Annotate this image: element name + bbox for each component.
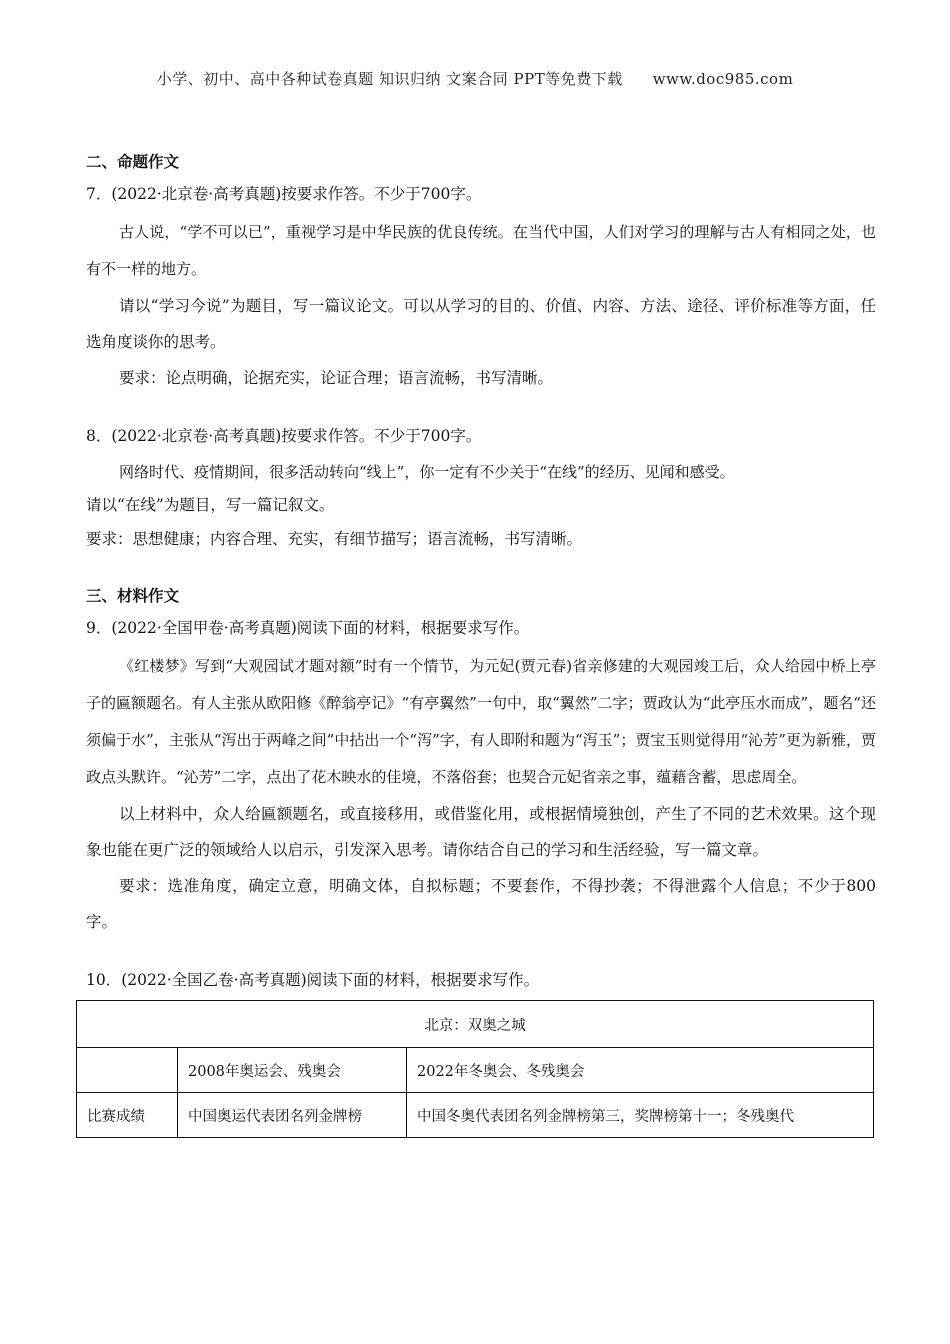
- question-paragraph: 网络时代、疫情期间，很多活动转向“线上”，你一定有不少关于“在线”的经历、见闻和感受。: [119, 463, 735, 481]
- question-requirements: 要求：思想健康；内容合理、充实，有细节描写；语言流畅，书写清晰。: [86, 530, 583, 548]
- table-caption: 北京：双奥之城: [77, 1001, 874, 1048]
- table-header-cell: [77, 1048, 178, 1093]
- table-header-cell: 2008年奥运会、残奥会: [178, 1048, 407, 1093]
- question-title: 8．(2022·北京卷·高考真题)按要求作答。不少于700字。: [86, 427, 482, 445]
- olympics-table: [76, 1000, 874, 1138]
- question-title: 9．(2022·全国甲卷·高考真题)阅读下面的材料，根据要求写作。: [86, 619, 530, 637]
- table-cell: 比赛成绩: [77, 1093, 178, 1138]
- table-header-row: [77, 1048, 874, 1093]
- question-paragraph: 请以“学习今说”为题目，写一篇议论文。可以从学习的目的、价值、内容、方法、途径、评价标准等方面，任选角度谈你的思考。: [86, 297, 876, 351]
- question-title: 10．(2022·全国乙卷·高考真题)阅读下面的材料，根据要求写作。: [86, 971, 540, 989]
- question-paragraph: 古人说，“学不可以已”，重视学习是中华民族的优良传统。在当代中国，人们对学习的理解与古人有相同之处，也有不一样的地方。: [86, 223, 876, 278]
- question-title: 7．(2022·北京卷·高考真题)按要求作答。不少于700字。: [86, 185, 482, 203]
- table-row: [77, 1093, 874, 1138]
- header-text: 小学、初中、高中各种试卷真题 知识归纳 文案合同 PPT等免费下载: [156, 70, 623, 88]
- section-title-material-essay: 三、材料作文: [86, 587, 180, 605]
- table-cell: 中国奥运代表团名列金牌榜: [178, 1093, 407, 1138]
- table-cell: 中国冬奥代表团名列金牌榜第三，奖牌榜第十一；冬残奥代: [407, 1093, 874, 1138]
- table-header-cell: 2022年冬奥会、冬残奥会: [407, 1048, 874, 1093]
- section-title-propositional-essay: 二、命题作文: [86, 153, 180, 171]
- question-8: [86, 424, 876, 556]
- header-site-link[interactable]: www.doc985.com: [652, 70, 794, 88]
- question-paragraph: 以上材料中，众人给匾额题名，或直接移用，或借鉴化用，或根据情境独创，产生了不同的艺术效果。这个现象也能在更广泛的领域给人以启示，引发深入思考。请你结合自己的学习和生活经验，写一篇文章。: [86, 805, 876, 859]
- question-7: [86, 182, 876, 396]
- question-requirements: 要求：选准角度，确定立意，明确文体，自拟标题；不要套作，不得抄袭；不得泄露个人信息；不少于800字。: [86, 877, 876, 931]
- question-10: [86, 968, 876, 1138]
- page-header: [0, 68, 950, 89]
- question-9: [86, 616, 876, 940]
- document-body: [86, 150, 876, 1138]
- question-material: 《红楼梦》写到“大观园试才题对额”时有一个情节，为元妃(贾元春)省亲修建的大观园竣工后，众人给园中桥上亭子的匾额题名。有人主张从欧阳修《醉翁亭记》“有亭翼然”一句中，取“翼然”二字；贾政认为“此亭压水而成”，题名“还须偏于水”，主张从“泻出于两峰之间”中拈出一个“泻”字，有人即附和题为“泻玉”；贾宝玉则觉得用“沁芳”更为新雅，贾政点头默许。“沁芳”二字，点出了花木映水的佳境，不落俗套；也契合元妃省亲之事，蕴藉含蓄，思虑周全。: [86, 657, 876, 786]
- question-requirements: 要求：论点明确，论据充实，论证合理；语言流畅，书写清晰。: [119, 369, 554, 387]
- question-paragraph: 请以“在线”为题目，写一篇记叙文。: [86, 496, 335, 514]
